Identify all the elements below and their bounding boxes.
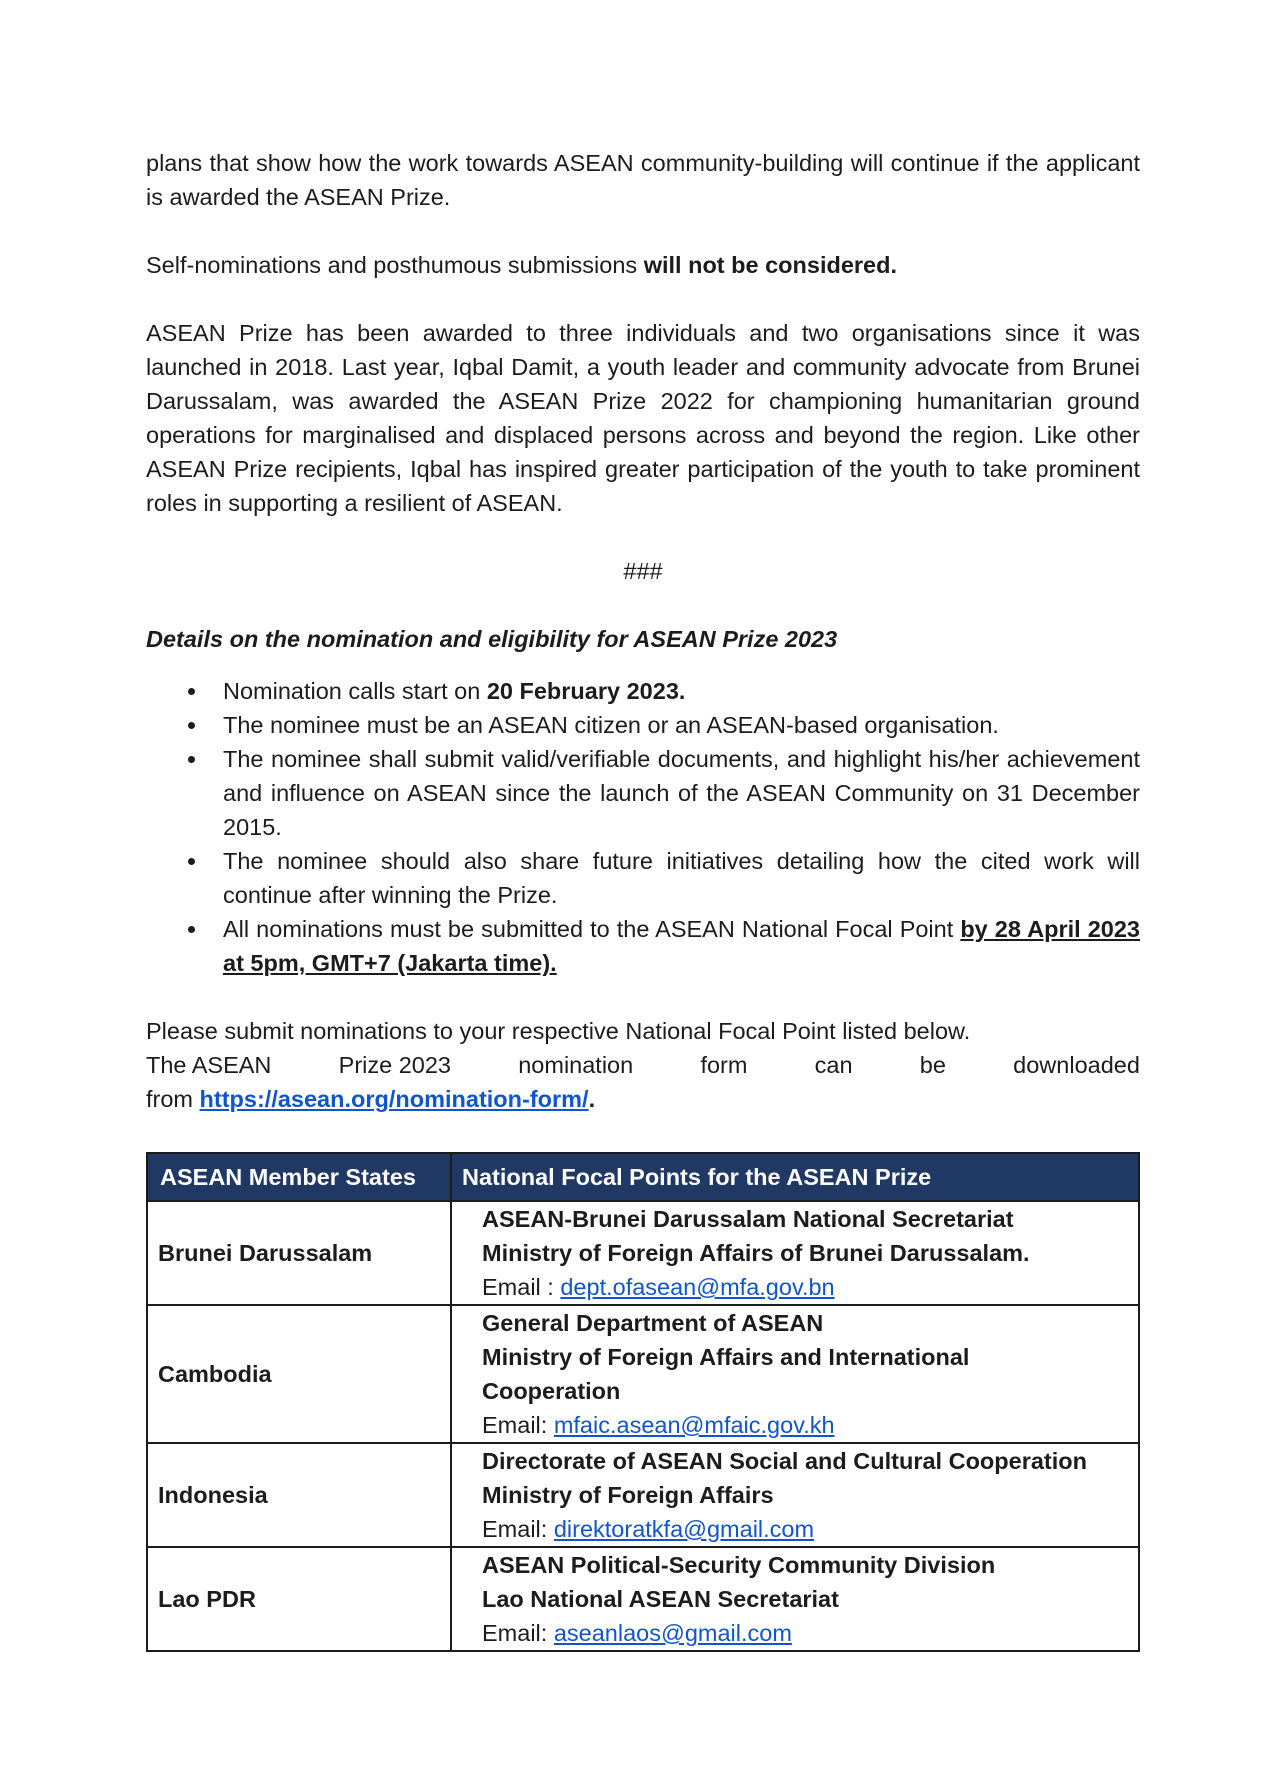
paragraph-prize-history: ASEAN Prize has been awarded to three individuals and two organisations since it was launched in 2018. Last year, Iqbal Damit, a youth leader and community advocate from Brunei Darussalam, was awarded the ASEAN Prize 2022 for championing humanitarian ground operations for marginalised and displaced persons across and beyond the region. Like other ASEAN Prize recipients, Iqbal has inspired greater participation of the youth to take prominent roles in supporting a resilient of ASEAN. [146, 320, 1140, 516]
column-header-member-states: ASEAN Member States [147, 1153, 451, 1201]
focal-point-cell: Directorate of ASEAN Social and Cultural Cooperation Ministry of Foreign Affairs Email: direktoratkfa@gmail.com [451, 1443, 1139, 1547]
email-link[interactable]: aseanlaos@gmail.com [553, 1620, 792, 1646]
submission-line-2: The ASEAN Prize 2023 nomination form can be downloaded [146, 1052, 1140, 1078]
document-page [146, 146, 1140, 1652]
eligibility-list [146, 674, 1140, 980]
deadline-text: by 28 April 2023 at 5pm, GMT+7 (Jakarta time). [223, 916, 1141, 976]
table-row [147, 1305, 1139, 1443]
details-heading: Details on the nomination and eligibility for ASEAN Prize 2023 [146, 626, 838, 652]
not-considered-text: will not be considered. [643, 252, 898, 278]
submission-paragraph [146, 1014, 1140, 1116]
paragraph-self-nominations [146, 248, 1140, 282]
focal-point-cell: ASEAN Political-Security Community Division Lao National ASEAN Secretariat Email: aseanlaos@gmail.com [451, 1547, 1139, 1651]
member-state-cell: Cambodia [147, 1305, 451, 1443]
bullet-icon [188, 756, 195, 763]
table-row [147, 1443, 1139, 1547]
list-item: Nomination calls start on 20 February 2023. [146, 674, 1140, 708]
bullet-icon [188, 858, 195, 865]
email-link[interactable]: direktoratkfa@gmail.com [553, 1516, 815, 1542]
table-header-row [147, 1153, 1139, 1201]
list-item: The nominee should also share future initiatives detailing how the cited work will continue after winning the Prize. [146, 844, 1140, 912]
submission-line-1: Please submit nominations to your respective National Focal Point listed below. [146, 1018, 971, 1044]
bullet-icon [188, 722, 195, 729]
list-item: The nominee must be an ASEAN citizen or an ASEAN-based organisation. [146, 708, 1140, 742]
table-row [147, 1201, 1139, 1305]
start-date: 20 February 2023. [486, 678, 686, 704]
table-row [147, 1547, 1139, 1651]
submission-line-3: from https://asean.org/nomination-form/. [146, 1086, 596, 1112]
member-state-cell: Lao PDR [147, 1547, 451, 1651]
list-item: The nominee shall submit valid/verifiable documents, and highlight his/her achievement and influence on ASEAN since the launch of the ASEAN Community on 31 December 2015. [146, 742, 1140, 844]
bullet-icon [188, 926, 195, 933]
section-separator: ### [623, 558, 663, 584]
member-state-cell: Brunei Darussalam [147, 1201, 451, 1305]
email-link[interactable]: mfaic.asean@mfaic.gov.kh [553, 1412, 835, 1438]
column-header-focal-points: National Focal Points for the ASEAN Prize [451, 1153, 1139, 1201]
focal-point-cell: ASEAN-Brunei Darussalam National Secretariat Ministry of Foreign Affairs of Brunei Darussalam. Email : dept.ofasean@mfa.gov.bn [451, 1201, 1139, 1305]
paragraph-plans: plans that show how the work towards ASEAN community-building will continue if the applicant is awarded the ASEAN Prize. [146, 150, 1140, 210]
focal-point-cell: General Department of ASEAN Ministry of Foreign Affairs and International Cooperation Email: mfaic.asean@mfaic.gov.kh [451, 1305, 1139, 1443]
member-state-cell: Indonesia [147, 1443, 451, 1547]
self-nominations-text: Self-nominations and posthumous submissions [146, 252, 644, 278]
list-item: All nominations must be submitted to the ASEAN National Focal Point by 28 April 2023 at 5pm, GMT+7 (Jakarta time). [146, 912, 1140, 980]
nomination-form-link[interactable]: https://asean.org/nomination-form/ [199, 1086, 589, 1112]
email-link[interactable]: dept.ofasean@mfa.gov.bn [560, 1274, 835, 1300]
bullet-icon [188, 688, 195, 695]
focal-points-table [146, 1152, 1140, 1652]
